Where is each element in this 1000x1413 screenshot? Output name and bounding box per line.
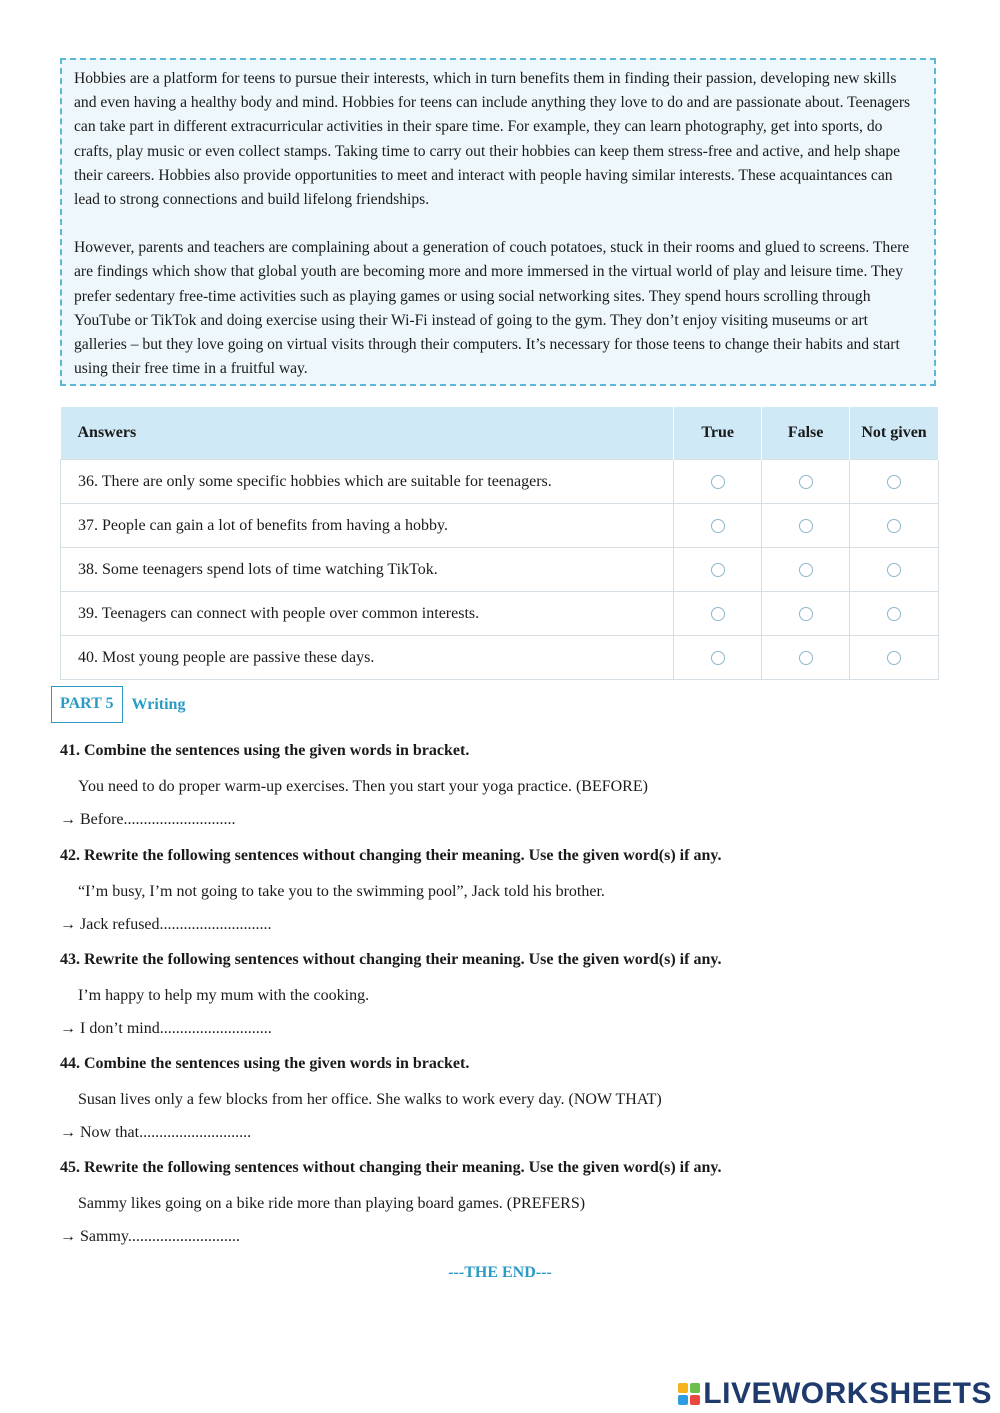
- radio-40-not-given[interactable]: [887, 651, 901, 665]
- radio-36-false[interactable]: [799, 475, 813, 489]
- cell-39-false: [762, 592, 850, 636]
- brand-name: LIVEWORKSHEETS: [703, 1377, 992, 1410]
- radio-38-true[interactable]: [711, 563, 725, 577]
- question-44-title: 44. Combine the sentences using the given words in bracket.: [60, 1055, 470, 1072]
- statement-40: 40. Most young people are passive these days.: [61, 636, 674, 680]
- question-45: [60, 1159, 960, 1245]
- passage-paragraph-2: However, parents and teachers are complaining about a generation of couch potatoes, stuck in their rooms and glued to screens. There are findings which show that global youth are becoming more and more immersed in the virtual world of play and leisure time. They prefer sedentary free-time activities such as playing games or using social networking sites. They spend hours scrolling through YouTube or TikTok and doing exercise using their Wi-Fi instead of going to the gym. They don’t enjoy visiting museums or art galleries – but they love going on virtual visits through their computers. It’s necessary for those teens to change their habits and start using their free time in a fruitful way.: [74, 239, 910, 378]
- question-41-title: 41. Combine the sentences using the given words in bracket.: [60, 742, 470, 759]
- question-42: [60, 847, 960, 933]
- header-answers: Answers: [61, 407, 674, 460]
- question-41: [60, 742, 960, 828]
- question-45-answer-line[interactable]: → Sammy............................: [60, 1228, 240, 1245]
- question-41-answer-line[interactable]: → Before............................: [60, 811, 236, 828]
- radio-39-false[interactable]: [799, 607, 813, 621]
- liveworksheets-brand: [678, 1377, 992, 1411]
- logo-square-1: [678, 1383, 688, 1393]
- cell-38-true: [674, 548, 762, 592]
- header-true: True: [674, 407, 762, 460]
- question-45-title: 45. Rewrite the following sentences without changing their meaning. Use the given word(s) if any.: [60, 1159, 722, 1176]
- radio-37-true[interactable]: [711, 519, 725, 533]
- radio-36-true[interactable]: [711, 475, 725, 489]
- statement-36: 36. There are only some specific hobbies which are suitable for teenagers.: [61, 460, 674, 504]
- radio-36-not-given[interactable]: [887, 475, 901, 489]
- cell-40-false: [762, 636, 850, 680]
- statement-38: 38. Some teenagers spend lots of time watching TikTok.: [61, 548, 674, 592]
- table-row: [61, 592, 939, 636]
- question-42-answer-line[interactable]: → Jack refused............................: [60, 916, 272, 933]
- question-43: [60, 951, 960, 1037]
- radio-40-false[interactable]: [799, 651, 813, 665]
- logo-square-3: [678, 1395, 688, 1405]
- cell-40-not-given: [850, 636, 939, 680]
- part-title: Writing: [131, 695, 186, 713]
- logo-square-4: [690, 1395, 700, 1405]
- radio-38-not-given[interactable]: [887, 563, 901, 577]
- cell-39-true: [674, 592, 762, 636]
- radio-40-true[interactable]: [711, 651, 725, 665]
- cell-40-true: [674, 636, 762, 680]
- question-41-source: You need to do proper warm-up exercises. Then you start your yoga practice. (BEFORE): [78, 778, 648, 795]
- table-row: [61, 548, 939, 592]
- statement-39: 39. Teenagers can connect with people over common interests.: [61, 592, 674, 636]
- part-5-heading: [51, 686, 185, 723]
- question-43-source: I’m happy to help my mum with the cooking.: [78, 987, 370, 1004]
- liveworksheets-logo-icon: [678, 1383, 700, 1405]
- question-44-source: Susan lives only a few blocks from her office. She walks to work every day. (NOW THAT): [78, 1091, 662, 1108]
- radio-37-not-given[interactable]: [887, 519, 901, 533]
- question-42-source: “I’m busy, I’m not going to take you to the swimming pool”, Jack told his brother.: [78, 883, 605, 900]
- cell-37-not-given: [850, 504, 939, 548]
- question-44-answer-line[interactable]: → Now that............................: [60, 1124, 252, 1141]
- cell-38-not-given: [850, 548, 939, 592]
- header-not-given: Not given: [850, 407, 939, 460]
- cell-39-not-given: [850, 592, 939, 636]
- end-marker: ---THE END---: [448, 1264, 552, 1281]
- question-45-source: Sammy likes going on a bike ride more than playing board games. (PREFERS): [78, 1195, 586, 1212]
- question-42-title: 42. Rewrite the following sentences without changing their meaning. Use the given word(s) if any.: [60, 847, 722, 864]
- cell-36-false: [762, 460, 850, 504]
- logo-square-2: [690, 1383, 700, 1393]
- answers-table: [60, 407, 939, 680]
- cell-38-false: [762, 548, 850, 592]
- table-row: [61, 460, 939, 504]
- header-false: False: [762, 407, 850, 460]
- radio-39-not-given[interactable]: [887, 607, 901, 621]
- cell-36-not-given: [850, 460, 939, 504]
- cell-37-false: [762, 504, 850, 548]
- statement-37: 37. People can gain a lot of benefits from having a hobby.: [61, 504, 674, 548]
- radio-39-true[interactable]: [711, 607, 725, 621]
- question-44: [60, 1055, 960, 1141]
- answers-table-header: [61, 407, 939, 460]
- radio-37-false[interactable]: [799, 519, 813, 533]
- reading-passage: [60, 58, 936, 386]
- table-row: [61, 504, 939, 548]
- question-43-answer-line[interactable]: → I don’t mind............................: [60, 1020, 272, 1037]
- table-row: [61, 636, 939, 680]
- cell-36-true: [674, 460, 762, 504]
- passage-paragraph-1: Hobbies are a platform for teens to pursue their interests, which in turn benefits them in finding their passion, developing new skills and even having a healthy body and mind. Hobbies for teens can include anything they love to do and are passionate about. Teenagers can take part in different extracurricular activities in their spare time. For example, they can learn photography, get into sports, do crafts, play music or even collect stamps. Taking time to carry out their hobbies can keep them stress-free and active, and help shape their careers. Hobbies also provide opportunities to meet and interact with people having similar interests. These acquaintances can lead to strong connections and build lifelong friendships.: [74, 70, 911, 209]
- cell-37-true: [674, 504, 762, 548]
- radio-38-false[interactable]: [799, 563, 813, 577]
- part-label: PART 5: [51, 686, 123, 723]
- question-43-title: 43. Rewrite the following sentences without changing their meaning. Use the given word(s) if any.: [60, 951, 722, 968]
